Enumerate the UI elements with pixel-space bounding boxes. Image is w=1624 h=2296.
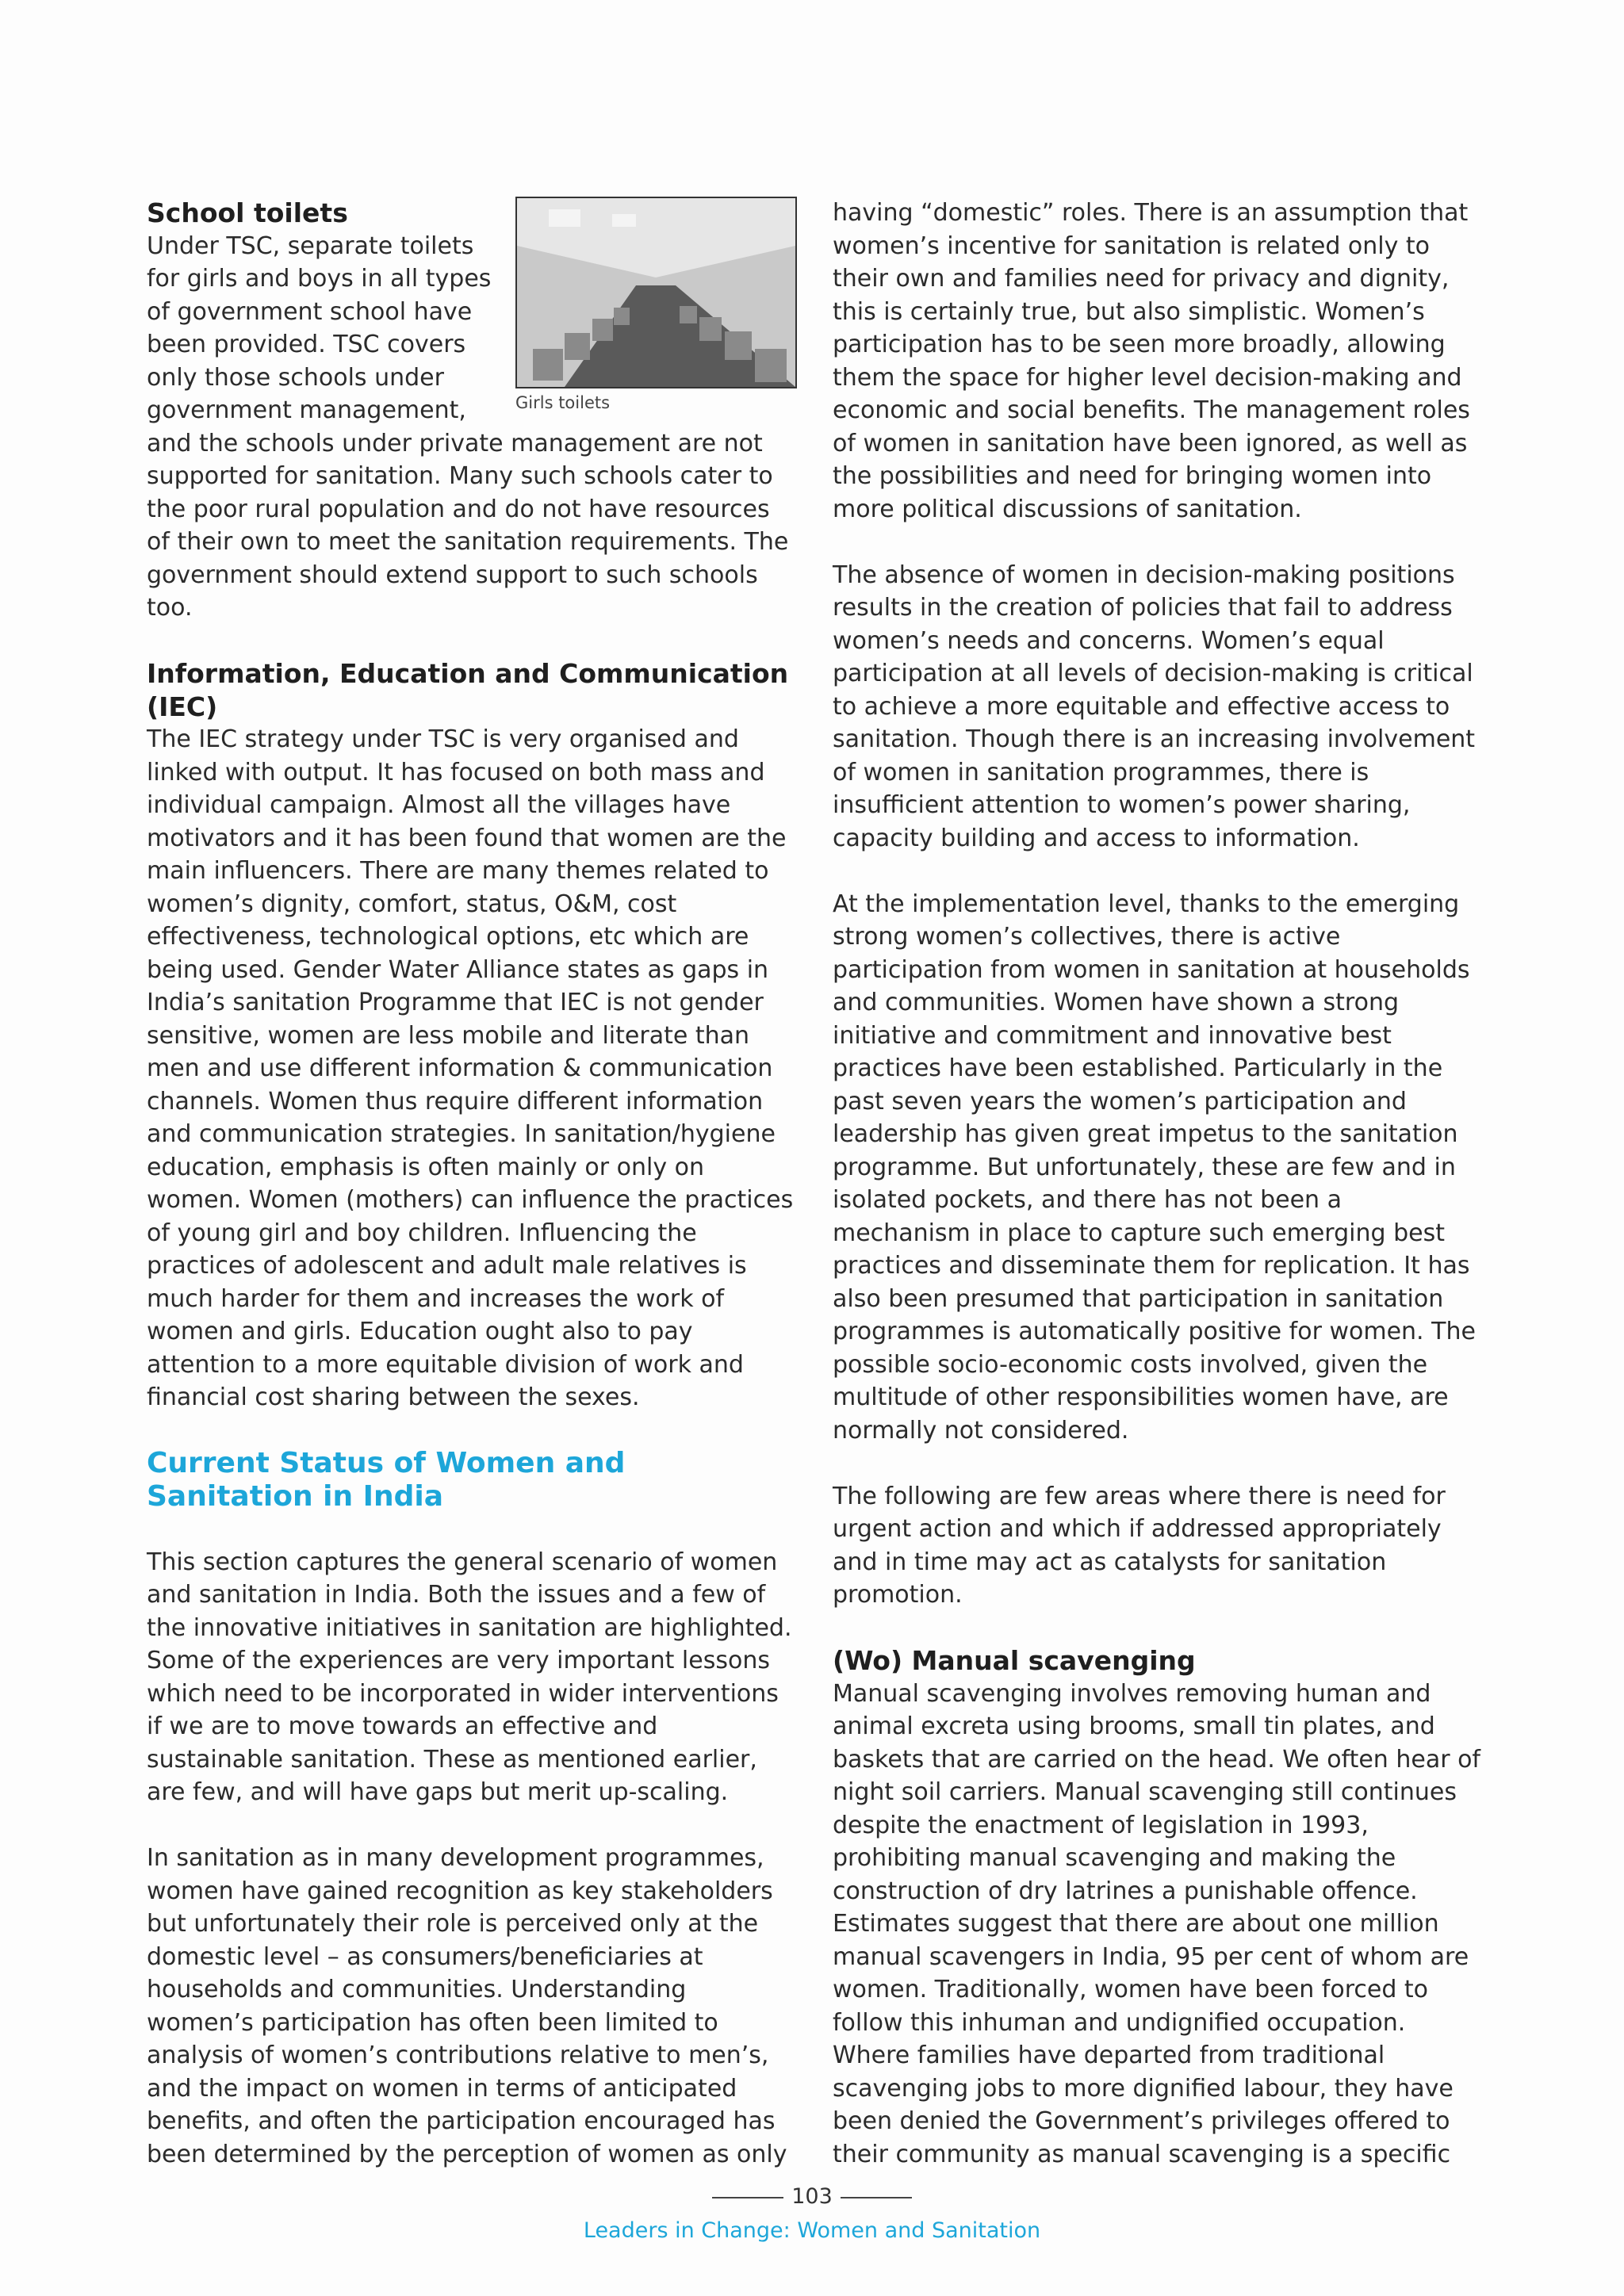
heading-current-status-line2: Sanitation in India xyxy=(147,1479,444,1513)
heading-current-status-line1: Current Status of Women and xyxy=(147,1447,626,1479)
left-column xyxy=(147,197,797,2171)
figure-caption: Girls toilets xyxy=(515,393,611,412)
paragraph-manual-scavenging: Manual scavenging involves removing human and animal excreta using brooms, small tin plates, and baskets that are carried on the head. We often hear of night soil carriers. Manual scavenging still continues despite the enactment of legislation in 1993, prohibiting manual scavenging and making the construction of dry latrines a punishable offence. Estimates suggest that there are about one million manual scavengers in India, 95 per cent of whom are women. Traditionally, women have been forced to follow this inhuman and undignified occupation. Where families have departed from traditional scavenging jobs to more dignified labour, they have been denied the Government’s privileges offered to their community as manual scavenging is a specific xyxy=(833,1679,1480,2168)
page-number-rule-right xyxy=(841,2197,912,2198)
paragraph-iec: The IEC strategy under TSC is very organised and linked with output. It has focused on both mass and individual campaign. Almost all the villages have motivators and it has been found that women are the main influencers. There are many themes related to women’s dignity, comfort, status, O&M, cost effectiveness, technological options, etc which are being used. Gender Water Alliance states as gaps in India’s sanitation Programme that IEC is not gender sensitive, women are less mobile and literate than men and use different information & communication channels. Women thus require different information and communication strategies. In sanitation/hygiene education, emphasis is often mainly or only on women. Women (mothers) can influence the practices of young girl and boy children. Influencing the practices of adolescent and adult male relatives is much harder for them and increases the work of women and girls. Education ought also to pay attention to a more equitable division of work and financial cost sharing between the sexes. xyxy=(147,725,794,1411)
paragraph-domestic-roles: having “domestic” roles. There is an assumption that women’s incentive for sanitation is related only to their own and families need for privacy and dignity, this is certainly true, but also simplistic. Women’s participation has to be seen more broadly, allowing them the space for higher level decision-making and economic and social benefits. The management roles of women in sanitation have been ignored, as well as the possibilities and need for bringing women into more political discussions of sanitation. xyxy=(833,199,1470,523)
paragraph-implementation: At the implementation level, thanks to the emerging strong women’s collectives, there is active participation from women in sanitation at households and communities. Women have shown a strong initiative and commitment and innovative best practices have been established. Particularly in the past seven years the women’s participation and leadership has given great impetus to the sanitation programme. But unfortunately, these are few and in isolated pockets, and there has not been a mechanism in place to capture such emerging best practices and disseminate them for replication. It has also been presumed that participation in sanitation programmes is automatically positive for women. The possible socio-economic costs involved, given the multitude of other responsibilities women have, are normally not considered. xyxy=(833,890,1476,1445)
page-number-text: 103 xyxy=(791,2184,833,2209)
girls-toilets-photo xyxy=(515,197,797,388)
paragraph-decision-making: The absence of women in decision-making positions results in the creation of policies that fail to address women’s needs and concerns. Women’s equal participation at all levels of decision-making is critical to achieve a more equitable and effective access to sanitation. Though there is an increasing involvement of women in sanitation programmes, there is insufficient attention to women’s power sharing, capacity building and access to information. xyxy=(833,561,1476,852)
paragraph-current-status: This section captures the general scenario of women and sanitation in India. Both the issues and a few of the innovative initiatives in sanitation are highlighted. Some of the experiences are very important lessons which need to be incorporated in wider interventions if we are to move towards an effective and sustainable sanitation. These as mentioned earlier, are few, and will have gaps but merit up-scaling. xyxy=(147,1548,792,1806)
page-number-rule-left xyxy=(712,2197,783,2198)
paragraph-school-toilets: Under TSC, separate toilets for girls and boys in all types of government school have been provided. TSC covers only those schools under government management, and the schools under private management are not supported for sanitation. Many such schools cater to the poor rural population and do not have resources of their own to meet the sanitation requirements. The government should extend support to such schools too. xyxy=(147,232,789,622)
heading-iec: Information, Education and Communication (IEC) xyxy=(147,658,789,722)
right-column xyxy=(833,197,1483,2171)
paragraph-development: In sanitation as in many development programmes, women have gained recognition as key stakeholders but unfortunately their role is perceived only at the domestic level – as consumers/beneficiaries at households and communities. Understanding women’s participation has often been limited to analysis of women’s contributions relative to men’s, and the impact on women in terms of anticipated benefits, and often the participation encouraged has been determined by the perception of women as only xyxy=(147,1844,787,2168)
heading-manual-scavenging: (Wo) Manual scavenging xyxy=(833,1645,1196,1676)
paragraph-urgent-action: The following are few areas where there is need for urgent action and which if addressed appropriately and in time may act as catalysts for sanitation promotion. xyxy=(833,1482,1446,1609)
book-title: Leaders in Change: Women and Sanitation xyxy=(583,2218,1041,2243)
heading-school-toilets: School toilets xyxy=(147,197,348,228)
toilet-row-illustration xyxy=(517,198,795,387)
page-number xyxy=(0,2184,1624,2209)
figure-girls-toilets xyxy=(515,197,797,415)
